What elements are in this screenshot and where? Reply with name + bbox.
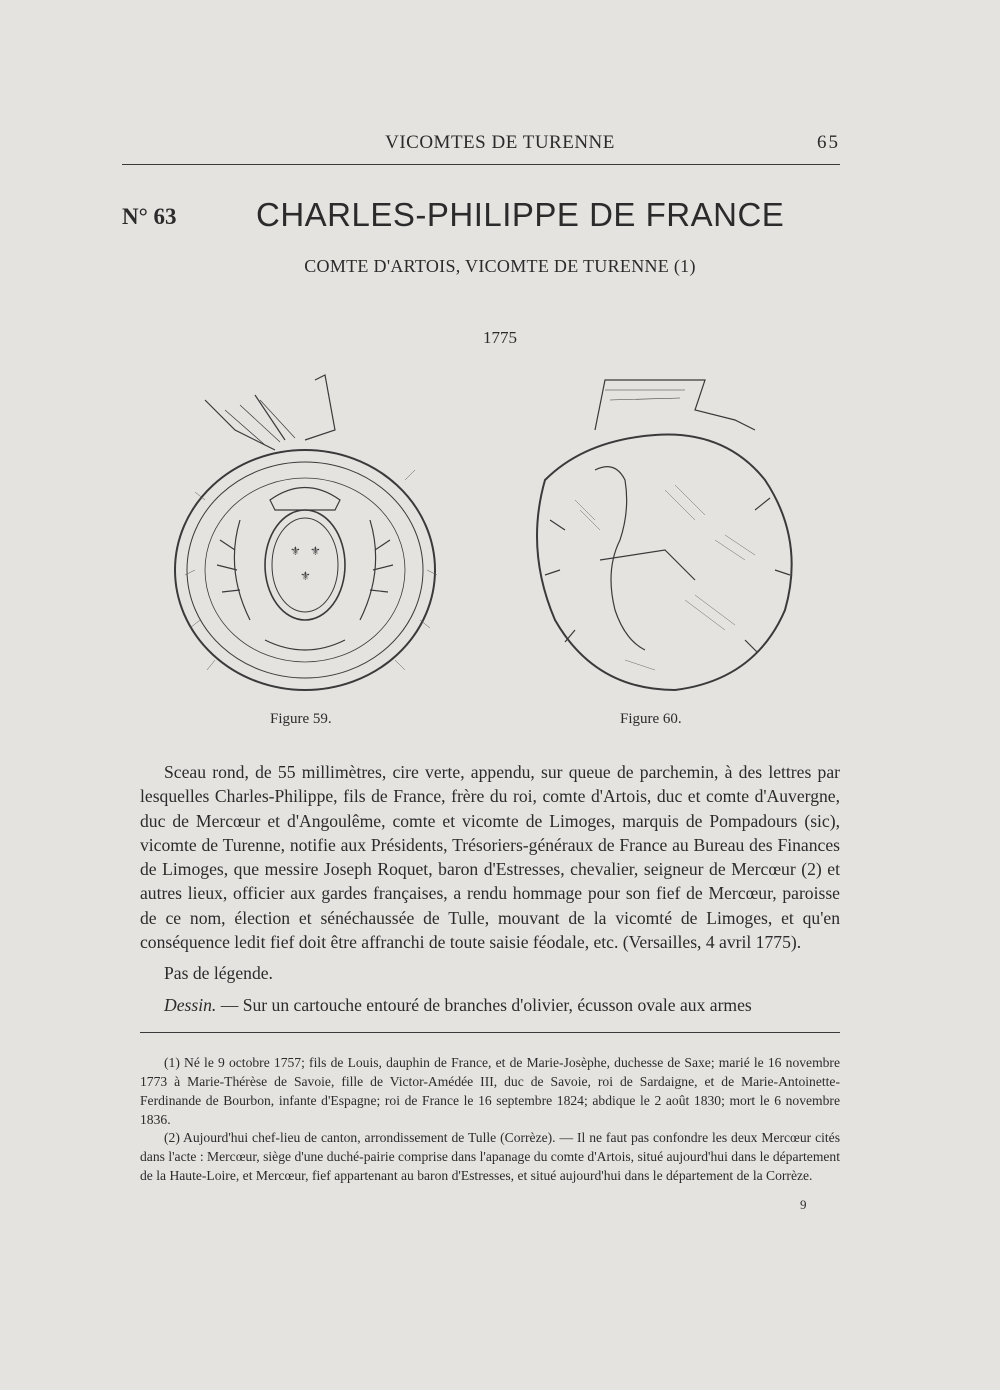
svg-text:⚜: ⚜ <box>310 544 321 558</box>
signature-mark: 9 <box>800 1197 807 1212</box>
footnote <box>140 1128 840 1185</box>
footnote-text: (1) Né le 9 octobre 1757; fils de Louis, dauphin de France, et de Marie-Josèphe, duchesse de Saxe; marié le 16 novembre 1773 à Marie-Thérèse de Savoie, fille de Victor-Amédée III, duc de Savoie, roi de Sardaigne, et de Marie-Antoinette-Ferdinande de Bourbon, infante d'Espagne; roi de France le 16 septembre 1824; abdique le 2 août 1830; mort le 6 novembre 1836. <box>140 1055 840 1127</box>
entry-title: CHARLES-PHILIPPE DE FRANCE <box>256 196 785 233</box>
legend-note: Pas de légende. <box>164 963 273 983</box>
footnote-text: (2) Aujourd'hui chef-lieu de canton, arrondissement de Tulle (Corrèze). — Il ne faut pas confondre les deux Mercœur cités dans l'acte : Mercœur, siège d'une duché-pairie comprise dans l'apanage du comte d'Artois, situé aujourd'hui dans le département de la Haute-Loire, et Mercœur, fief appartenant au baron d'Estresses, et situé aujourd'hui dans le département de la Corrèze. <box>140 1130 840 1183</box>
entry-year: 1775 <box>483 328 517 347</box>
figure-caption: Figure 59. <box>270 711 332 727</box>
page-number: 65 <box>817 132 840 153</box>
seal-obverse-illustration <box>165 370 465 710</box>
svg-text:⚜: ⚜ <box>290 544 301 558</box>
dessin-text: — Sur un cartouche entouré de branches d'olivier, écusson ovale aux armes <box>216 995 752 1015</box>
dessin-label: Dessin. <box>164 995 217 1015</box>
entry-number: N° 63 <box>122 204 177 229</box>
seal-reverse-illustration <box>505 370 815 710</box>
figure-caption: Figure 60. <box>620 711 682 727</box>
footnote <box>140 1053 840 1129</box>
entry-subtitle: COMTE D'ARTOIS, VICOMTE DE TURENNE (1) <box>304 256 696 276</box>
body-paragraph: Sceau rond, de 55 millimètres, cire verte, appendu, sur queue de parchemin, à des lettres par lesquelles Charles-Philippe, fils de France, frère du roi, comte d'Artois, duc et comte d'Auvergne, duc de Mercœur et d'Angoulême, comte et vicomte de Limoges, marquis de Pompadours (sic), vicomte de Turenne, notifie aux Présidents, Trésoriers-généraux de France au Bureau des Finances de Limoges, que messire Joseph Roquet, baron d'Estresses, chevalier, seigneur de Mercœur (2) et autres lieux, officier aux gardes françaises, a rendu hommage pour son fief de Mercœur, paroisse de ce nom, élection et sénéchaussée de Tulle, mouvant de la vicomté de Limoges, et qu'en conséquence ledit fief doit être affranchi de toute saisie féodale, etc. (Versailles, 4 avril 1775). <box>140 762 840 953</box>
running-head: VICOMTES DE TURENNE <box>385 132 615 153</box>
footnote-rule <box>140 1032 840 1033</box>
body-text <box>140 760 840 954</box>
header-rule <box>122 164 840 165</box>
dessin-line <box>140 995 840 1016</box>
svg-text:⚜: ⚜ <box>300 569 311 583</box>
